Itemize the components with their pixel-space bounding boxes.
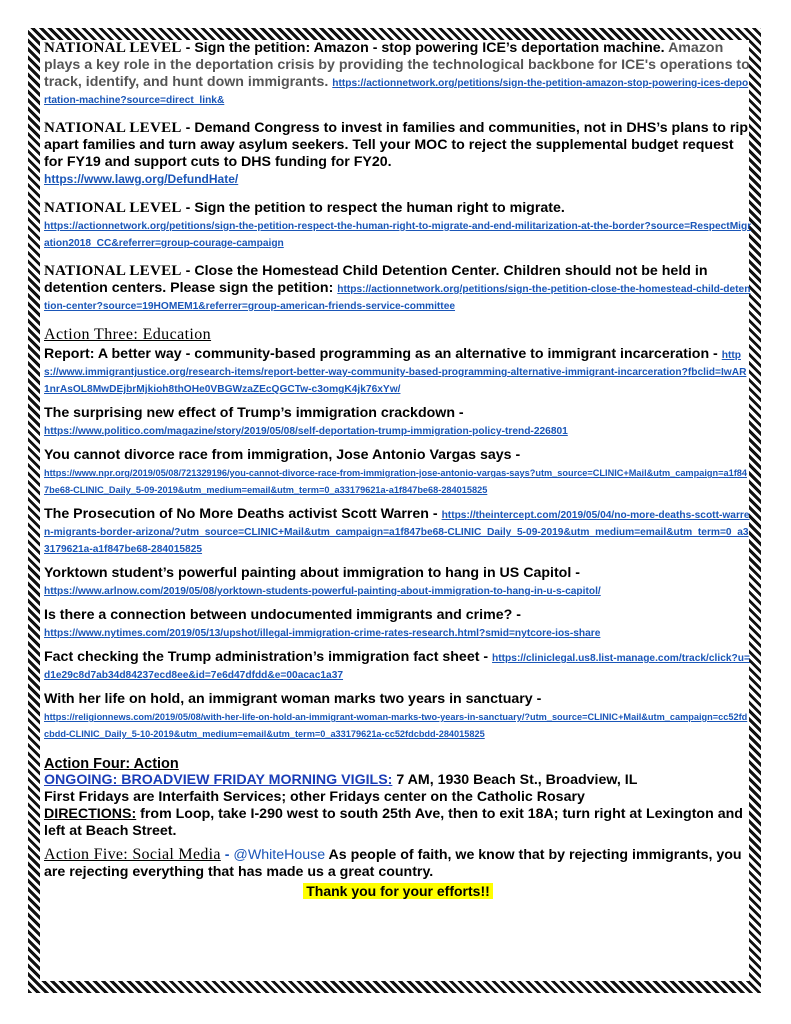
directions-text: from Loop, take I-290 west to south 25th Ave, then to exit 18A; turn right at Lexington and left at Beach Street. [44,806,743,839]
petition-link[interactable]: https://actionnetwork.org/petitions/sign-the-petition-amazon-stop-powering-ices-deportation-machine?source=direct_link& [44,78,749,106]
vigil-description: First Fridays are Interfaith Services; other Fridays center on the Catholic Rosary [44,789,585,805]
article-link[interactable]: https://religionnews.com/2019/05/08/with-her-life-on-hold-an-immigrant-woman-marks-two-years-in-sanctuary/?utm_source=CLINIC+Mail&utm_campaign=cc52fdcbdd-CLINIC_Daily_5-10-2019&utm_medium=email&utm_term=0_a33179621a-cc52fdcbdd-284015825 [44,712,748,739]
whitehouse-handle: @WhiteHouse [233,847,326,863]
article-link[interactable]: https://www.arlnow.com/2019/05/08/yorktown-students-powerful-painting-about-immigration-to-hang-in-u-s-capitol/ [44,586,601,597]
national-item-2: NATIONAL LEVEL - Demand Congress to invest in families and communities, not in DHS’s plans to rip apart families and turn away asylum seekers. Tell your MOC to reject the supplemental budget request for FY19 and support cuts to DHS funding for FY20. https://www.lawg.org/DefundHate/ [44,120,748,186]
national-label: NATIONAL LEVEL [44,120,182,136]
vigil-info [44,772,752,840]
migrate-petition-link[interactable]: https://actionnetwork.org/petitions/sign-the-petition-respect-the-human-right-to-migrate-and-end-militarization-at-the-border?source=RespectMigration2018_CC&referrer=group-courage-campaign [44,221,752,249]
national-body: Amazon plays a key role in the deportation crisis by providing the technological backbone for ICE's operations to track, identify, and hunt down immigrants. [44,40,750,90]
education-item: Yorktown student’s powerful painting about immigration to hang in US Capitol - https://www.arlnow.com/2019/05/08/yorktown-students-powerful-painting-about-immigration-to-hang-in-u-s-capitol/ [44,565,601,597]
national-title: Sign the petition to respect the human right to migrate. [194,200,565,216]
article-link[interactable]: https://www.politico.com/magazine/story/2019/05/08/self-deportation-trump-immigration-policy-trend-226801 [44,426,568,437]
social-media-block: Action Five: Social Media - @WhiteHouse As people of faith, we know that by rejecting immigrants, you are rejecting everything that has made us a great country. [44,846,742,880]
article-link[interactable]: https://theintercept.com/2019/05/04/no-more-deaths-scott-warren-migrants-border-arizona/?utm_source=CLINIC+Mail&utm_campaign=a1f847be68-CLINIC_Daily_5-09-2019&utm_medium=email&utm_term=0_a33179621a-a1f847be68-284015825 [44,510,750,555]
homestead-petition-link[interactable]: https://actionnetwork.org/petitions/sign-the-petition-close-the-homestead-child-detention-center?source=19HOMEM1&referrer=group-american-friends-service-committee [44,284,751,312]
article-link[interactable]: https://cliniclegal.us8.list-manage.com/track/click?u=d1e29c8d7ab34d84237ecd8ee&id=7e6d47dfdd&e=00acac1a37 [44,653,750,681]
national-label: NATIONAL LEVEL [44,200,182,216]
social-media-text: As people of faith, we know that by rejecting immigrants, you are rejecting everything that has made us a great country. [44,847,742,880]
vigil-title: ONGOING: BROADVIEW FRIDAY MORNING VIGILS: [44,772,393,788]
action-five-heading: Action Five: Social Media [44,846,221,863]
education-item: The Prosecution of No More Deaths activist Scott Warren - https://theintercept.com/2019/05/04/no-more-deaths-scott-warren-migrants-border-arizona/?utm_source=CLINIC+Mail&utm_campaign=a1f847be68-CLINIC_Daily_5-09-2019&utm_medium=email&utm_term=0_a33179621a-a1f847be68-284015825 [44,506,750,555]
national-title: Demand Congress to invest in families and communities, not in DHS’s plans to rip apart families and turn away asylum seekers. Tell your MOC to reject the supplemental budget request for FY19 and support cuts to DHS funding for FY20. [44,120,748,170]
education-item: You cannot divorce race from immigration, Jose Antonio Vargas says - https://www.npr.org/2019/05/08/721329196/you-cannot-divorce-race-from-immigration-jose-antonio-vargas-says?utm_source=CLINIC+Mail&utm_campaign=a1f847be68-CLINIC_Daily_5-09-2019&utm_medium=email&utm_term=0_a33179621a-a1f847be68-284015825 [44,447,747,495]
national-item-1: NATIONAL LEVEL - Sign the petition: Amazon - stop powering ICE’s deportation machine. Amazon plays a key role in the deportation crisis by providing the technological backbone for ICE's operations to track, identify, and hunt down immigrants. https://actionnetwork.org/petitions/sign-the-petition-amazon-stop-powering-ices-deportation-machine?source=direct_link& [44,40,750,106]
national-item-3: NATIONAL LEVEL - Sign the petition to respect the human right to migrate. https://actionnetwork.org/petitions/sign-the-petition-respect-the-human-right-to-migrate-and-end-militarization-at-the-border?source=RespectMigration2018_CC&referrer=group-courage-campaign [44,200,752,249]
thanks-banner: Thank you for your efforts!! [44,883,752,901]
national-title: Sign the petition: Amazon - stop powering ICE’s deportation machine. [194,40,665,56]
defund-link[interactable]: https://www.lawg.org/DefundHate/ [44,172,239,186]
education-item: The surprising new effect of Trump’s immigration crackdown - https://www.politico.com/magazine/story/2019/05/08/self-deportation-trump-immigration-policy-trend-226801 [44,405,568,437]
action-four-heading: Action Four: Action [44,756,179,772]
directions-label: DIRECTIONS: [44,806,137,822]
education-item: Fact checking the Trump administration’s immigration fact sheet - https://cliniclegal.us8.list-manage.com/track/click?u=d1e29c8d7ab34d84237ecd8ee&id=7e6d47dfdd&e=00acac1a37 [44,649,750,681]
article-link[interactable]: https://www.immigrantjustice.org/research-items/report-better-way-community-based-programming-alternative-immigrant-incarceration?fbclid=IwAR1nrAsOL8MwDEjbrMjkioh8thOHe0VBGWzaZEcQGCTw-c3omgK4jk76xYw/ [44,350,747,395]
national-label: NATIONAL LEVEL [44,263,182,279]
national-item-4: NATIONAL LEVEL - Close the Homestead Child Detention Center. Children should not be held in detention centers. Please sign the petition: https://actionnetwork.org/petitions/sign-the-petition-close-the-homestead-child-detention-center?source=19HOMEM1&referrer=group-american-friends-service-committee [44,263,751,312]
national-label: NATIONAL LEVEL [44,40,182,56]
education-item: Is there a connection between undocumented immigrants and crime? - https://www.nytimes.com/2019/05/13/upshot/illegal-immigration-crime-rates-research.html?smid=nytcore-ios-share [44,607,601,639]
article-link[interactable]: https://www.npr.org/2019/05/08/721329196/you-cannot-divorce-race-from-immigration-jose-antonio-vargas-says?utm_source=CLINIC+Mail&utm_campaign=a1f847be68-CLINIC_Daily_5-09-2019&utm_medium=email&utm_term=0_a33179621a-a1f847be68-284015825 [44,468,747,495]
page-content [44,40,752,985]
education-item: With her life on hold, an immigrant woman marks two years in sanctuary - https://religionnews.com/2019/05/08/with-her-life-on-hold-an-immigrant-woman-marks-two-years-in-sanctuary/?utm_source=CLINIC+Mail&utm_campaign=cc52fdcbdd-CLINIC_Daily_5-10-2019&utm_medium=email&utm_term=0_a33179621a-cc52fdcbdd-284015825 [44,691,748,739]
vigil-time: 7 AM, 1930 Beach St., Broadview, IL [392,772,638,788]
national-title: Close the Homestead Child Detention Center. Children should not be held in detention centers. Please sign the petition: [44,263,708,296]
action-three-heading: Action Three: Education [44,326,212,343]
education-item: Report: A better way - community-based programming as an alternative to immigrant incarceration - https://www.immigrantjustice.org/research-items/report-better-way-community-based-programming-alternative-immigrant-incarceration?fbclid=IwAR1nrAsOL8MwDEjbrMjkioh8thOHe0VBGWzaZEcQGCTw-c3omgK4jk76xYw/ [44,346,747,395]
article-link[interactable]: https://www.nytimes.com/2019/05/13/upshot/illegal-immigration-crime-rates-research.html?smid=nytcore-ios-share [44,628,601,639]
